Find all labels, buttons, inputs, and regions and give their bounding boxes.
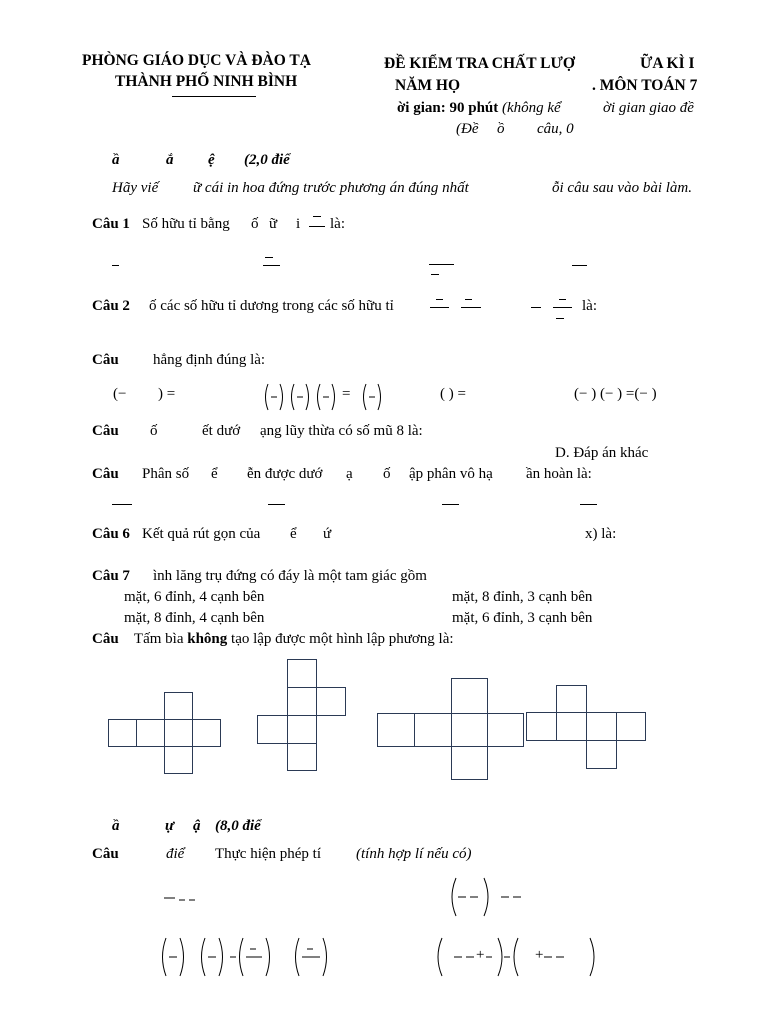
expr-b — [446, 874, 536, 920]
q7-option-c: mặt, 8 đỉnh, 4 cạnh bên — [124, 610, 265, 626]
q3-option-a-close: ) = — [158, 386, 176, 402]
q4-label: Câu — [92, 423, 119, 439]
q2-frac2-bar — [461, 307, 481, 308]
q4-option-d: D. Đáp án khác — [555, 445, 649, 461]
q6-text-b: ể — [290, 526, 297, 542]
part1-heading-b: ắ — [166, 152, 174, 168]
q3-option-a-open: (− — [113, 386, 127, 402]
department-name: PHÒNG GIÁO DỤC VÀ ĐÀO TẠ — [82, 52, 311, 69]
city-name: THÀNH PHỐ NINH BÌNH — [115, 73, 298, 90]
q1-option-b-bar-top — [265, 257, 273, 258]
q4-text-a: ố — [150, 423, 158, 439]
part2-points: (8,0 điể — [215, 818, 261, 834]
q8-text-a: Tấm bìa — [133, 631, 184, 647]
q8-text-b: tạo lập được một hình lập phương là: — [231, 631, 454, 647]
part2-heading-b: ự — [165, 818, 174, 834]
q2-frac3-bar — [531, 307, 541, 308]
q2-text-b: là: — [582, 298, 597, 314]
q5-text-a: Phân số — [142, 466, 190, 482]
q1-frac-bar — [309, 226, 325, 227]
subject: . MÔN TOÁN 7 — [592, 77, 698, 94]
part2-q-label: Câu — [92, 846, 119, 862]
q6-text-a: Kết quả rút gọn của — [142, 526, 261, 542]
q2-frac1-top — [436, 299, 443, 300]
part1-instruction-c: ỗi câu sau vào bài làm. — [552, 180, 692, 196]
q3-option-c: ( ) = — [440, 386, 466, 402]
q5-text-e: ố — [383, 466, 391, 482]
q1-option-a-bar — [112, 265, 119, 266]
q5-text-f: ập phân vô hạ — [409, 466, 493, 482]
q2-label: Câu 2 — [92, 298, 130, 314]
q2-text-a: ố các số hữu tỉ dương trong các số hữu tỉ — [149, 298, 394, 314]
q2-frac4-bar — [553, 307, 572, 308]
time-line — [397, 100, 561, 117]
q1-text-d: i — [296, 216, 301, 232]
part1-points: (2,0 điể — [244, 152, 290, 168]
q4-text-c: ạng lũy thừa có số mũ 8 là: — [260, 423, 423, 439]
q7-option-b: mặt, 8 đỉnh, 3 cạnh bên — [452, 589, 593, 605]
expr-a — [162, 888, 202, 912]
paper-note-2: ồ — [497, 121, 505, 137]
q5-option-b-bar — [268, 504, 285, 505]
expr-d-plus-1: + — [476, 947, 485, 963]
q5-text-g: ần hoàn là: — [526, 466, 592, 482]
part2-heading-c: ậ — [193, 818, 201, 834]
paper-note-3: câu, 0 — [537, 121, 574, 137]
exam-title: ĐỀ KIỂM TRA CHẤT LƯỢ — [384, 55, 575, 72]
header-underline — [172, 96, 256, 97]
part2-heading-a: ầ — [112, 818, 120, 834]
q1-text-c: ữ — [269, 216, 278, 232]
time-limit: ời gian: 90 phút — [397, 100, 499, 116]
paper-note: (Đề — [456, 121, 479, 137]
part1-instruction-a: Hãy viế — [112, 180, 159, 196]
q8-line — [92, 631, 454, 648]
q5-label: Câu — [92, 466, 119, 482]
q1-option-d-bar — [572, 265, 587, 266]
q5-option-d-bar — [580, 504, 597, 505]
q5-text-d: ạ — [346, 466, 353, 482]
time-note-tail: ời gian giao đề — [603, 100, 694, 116]
q1-frac-bar-top — [313, 216, 321, 217]
q2-frac2-top — [465, 299, 472, 300]
time-note: (không kể — [502, 100, 561, 116]
q6-text-c: ứ — [323, 526, 332, 542]
expr-c — [158, 934, 338, 980]
q5-option-c-bar — [442, 504, 459, 505]
q6-label: Câu 6 — [92, 526, 130, 542]
q4-text-b: ết dướ — [202, 423, 241, 439]
part1-heading-a: ầ — [112, 152, 120, 168]
part1-instruction-b: ữ cái in hoa đứng trước phương án đúng nhất — [193, 180, 469, 196]
expr-d — [432, 934, 602, 980]
q1-label: Câu 1 — [92, 216, 130, 232]
q5-text-c: ễn được dướ — [247, 466, 323, 482]
q5-text-b: ể — [211, 466, 218, 482]
q3-label: Câu — [92, 352, 119, 368]
part2-q-points: điể — [166, 846, 185, 862]
q3-text: hẳng định đúng là: — [153, 352, 266, 368]
q7-text: ình lăng trụ đứng có đáy là một tam giác gồm — [153, 568, 427, 584]
q2-frac4-top — [559, 299, 566, 300]
part2-q-note: (tính hợp lí nếu có) — [356, 846, 472, 862]
q7-option-a: mặt, 6 đỉnh, 4 cạnh bên — [124, 589, 265, 605]
q7-label: Câu 7 — [92, 568, 130, 584]
q5-option-a-bar — [112, 504, 132, 505]
q1-option-c-bar — [429, 264, 454, 265]
expr-d-plus-2: + — [535, 947, 544, 963]
q3-option-b-equals: = — [342, 386, 351, 402]
q3-option-d: (− ) (− ) =(− ) — [574, 386, 657, 402]
q6-text-d: x) là: — [585, 526, 617, 542]
q1-text-b: ố — [251, 216, 259, 232]
part1-heading-c: ệ — [208, 152, 215, 168]
school-year: NĂM HỌ — [395, 77, 461, 94]
q8-text-bold: không — [187, 631, 228, 647]
q7-option-d: mặt, 6 đỉnh, 3 cạnh bên — [452, 610, 593, 626]
q3-option-b-formula — [262, 380, 392, 414]
part2-q-text: Thực hiện phép tí — [215, 846, 322, 862]
exam-title-tail: ỮA KÌ I — [640, 55, 695, 72]
q1-text-a: Số hữu tỉ bằng — [142, 216, 230, 232]
q8-label: Câu — [92, 631, 119, 647]
q1-option-c-bar-bottom — [431, 274, 439, 275]
q2-frac4-bottom — [556, 318, 564, 319]
q1-text-e: là: — [330, 216, 345, 232]
q1-option-b-bar — [263, 265, 280, 266]
q2-frac1-bar — [430, 307, 449, 308]
